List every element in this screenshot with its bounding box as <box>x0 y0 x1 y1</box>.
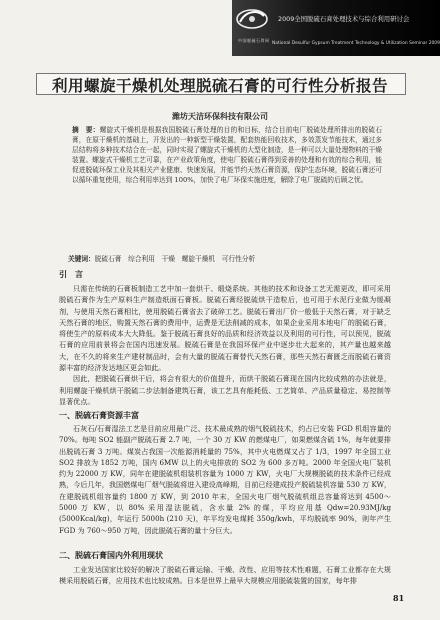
conference-name: 2009全国脱硫石膏处理技术与综合利用研讨会 <box>278 15 410 23</box>
paragraph: 工业发达国家比较好的解决了脱硫石膏运输、干燥、改性、应用等技术性难题，石膏工业都存在大规模采用脱硫石膏，应用技术也比较成熟。日本是世界上最早大规模应用脱硫装置的国家，每年排 <box>59 565 391 586</box>
paragraph: 只需在传统的石膏板制造工艺中加一套烘干、煅烧系统。其他的技术和设备工艺无需更改，即可采用脱硫石膏作为生产原料生产制造纸面石膏板。脱硫石膏经脱硫烘干造粒后，也可用于水泥行业做为缓凝剂，与使用天然石膏相比，使用脱硫石膏省去了破碎工艺。脱硫石膏出厂价一般低于天然石膏，对于缺乏天然石膏的地区，购置天然石膏的费用中，运费是无法削减的成本，如果企业采用本地电厂的脱硫石膏，将使生产的原料成本大大降低。鉴于脱硫石膏良好的品质和经济效益以及利用的可行性，可以预见，脱硫石膏的应用前景将会在国内迅速发展。脱硫石膏是在我国环保产业中逐步壮大起来的，其产量也越来越大，在不久的将来生产建材制品时，会有大量的脱硫石膏替代天然石膏，那些天然石膏匮乏而脱硫石膏资源丰富的经济发达地区更会如此。 <box>59 284 391 373</box>
page-header <box>0 0 440 56</box>
keywords-text: 脱硫石膏 综合利用 干燥 螺旋干燥机 可行性分析 <box>94 255 256 263</box>
conference-logo-icon <box>234 6 270 32</box>
section-heading-intro: 引 言 <box>59 269 83 279</box>
abstract <box>72 125 382 186</box>
section-1-body <box>59 423 391 536</box>
section-2-body <box>59 564 391 587</box>
keywords-label: 关键词： <box>68 255 95 263</box>
article-title: 利用螺旋干燥机处理脱硫石膏的可行性分析报告 <box>51 76 388 95</box>
intro-body <box>59 283 391 407</box>
abstract-label: 摘 要： <box>72 126 100 134</box>
paragraph: 石灰石/石膏湿法工艺是目前应用最广泛、技术最成熟的烟气脱硫技术，约占已安装 FGD 机组容量的 70%。每吨 SO2 能副产脱硫石膏 2.7 吨，一个 30 万 KW 的燃煤电厂，如果燃煤含硫 1%，每年就要排出脱硫石膏 3 万吨。煤炭占我国一次能源消耗量的 75%，其中火电燃煤又占了 1/3，1997 年全国工业 SO2 排放为 1852 万吨，国内 6MW 以上的火电排放的 SO2 为 600 多万吨。2000 年全国火电厂装机约为 22000 万 KW，同年在建脱硫机组装机容量为 1000 万 KW，火电厂大规模脱硫的技术条件已经成熟，今后几年，我国燃煤电厂烟气脱硫将进入建设高峰期，目前已经建成投产脱硫装机容量 530 万 KW，在建脱硫机组容量约 1800 万 KW，到 2010 年末，全国火电厂烟气脱硫机组总容量将达到 4500～5000 万 KW，以 80% 采用湿法脱硫，含水量 2% 的煤，平均应用基 Qdw=20.93MJ/kg (5000Kcal/kg)，年运行 5000h (210 天)，年平均发电煤耗 350g/kwh，平均脱硫率 90%，则年产生 FGD 为 760～950 万吨，因此脱硫石膏的量十分巨大。 <box>59 424 391 535</box>
section-heading-1: 一、脱硫石膏资源丰富 <box>59 410 139 420</box>
author-organization: 潍坊天洁环保科技有限公司 <box>172 111 268 121</box>
page-number: 81 <box>393 593 405 603</box>
logo-text: 中国脱硫石膏网 <box>238 38 270 43</box>
abstract-text: 螺旋式干燥机是根据我国脱硫石膏处理的目的和目标，结合目前电厂脱硫处理所排出的脱硫石膏，在原干燥机的基础上，开发出的一种新型干燥装置，配套热能回收技术，多效蒸发节能技术，通过多层结构将多种技术结合在一起，同时实现了螺旋式干燥机的大型化制造，是一种可以大量处理物料的干燥装置。螺旋式干燥机工艺可靠，在产业政策角度，使电厂脱硫石膏得到妥善的处理和有效的综合利用，能促进脱硫环保工业及其相关产业健康、快速发展，并能节约天然石膏资源，保护生态环境，脱硫石膏还可以循环重复使用，综合利用率达到 100%，加快了电厂环保实施进度，解除了电厂脱硫的后顾之忧。 <box>72 126 383 185</box>
conference-name-en: National Desulfur Gypsum Treatment Technology & Utilization Seminar 2009 <box>272 41 440 46</box>
keywords <box>68 253 388 263</box>
section-heading-2: 二、脱硫石膏国内外利用现状 <box>59 550 163 560</box>
title-box <box>36 73 404 93</box>
paragraph: 因此，把脱硫石膏烘干后，将会有很大的价值提升，而烘干脱硫石膏现在国内比较成熟的办法就是，利用螺旋干燥机烘干脱硫二步法制备建筑石膏，该工艺具有能耗低、工艺简单、产品质量稳定、易控制等显著优点。 <box>59 374 391 406</box>
